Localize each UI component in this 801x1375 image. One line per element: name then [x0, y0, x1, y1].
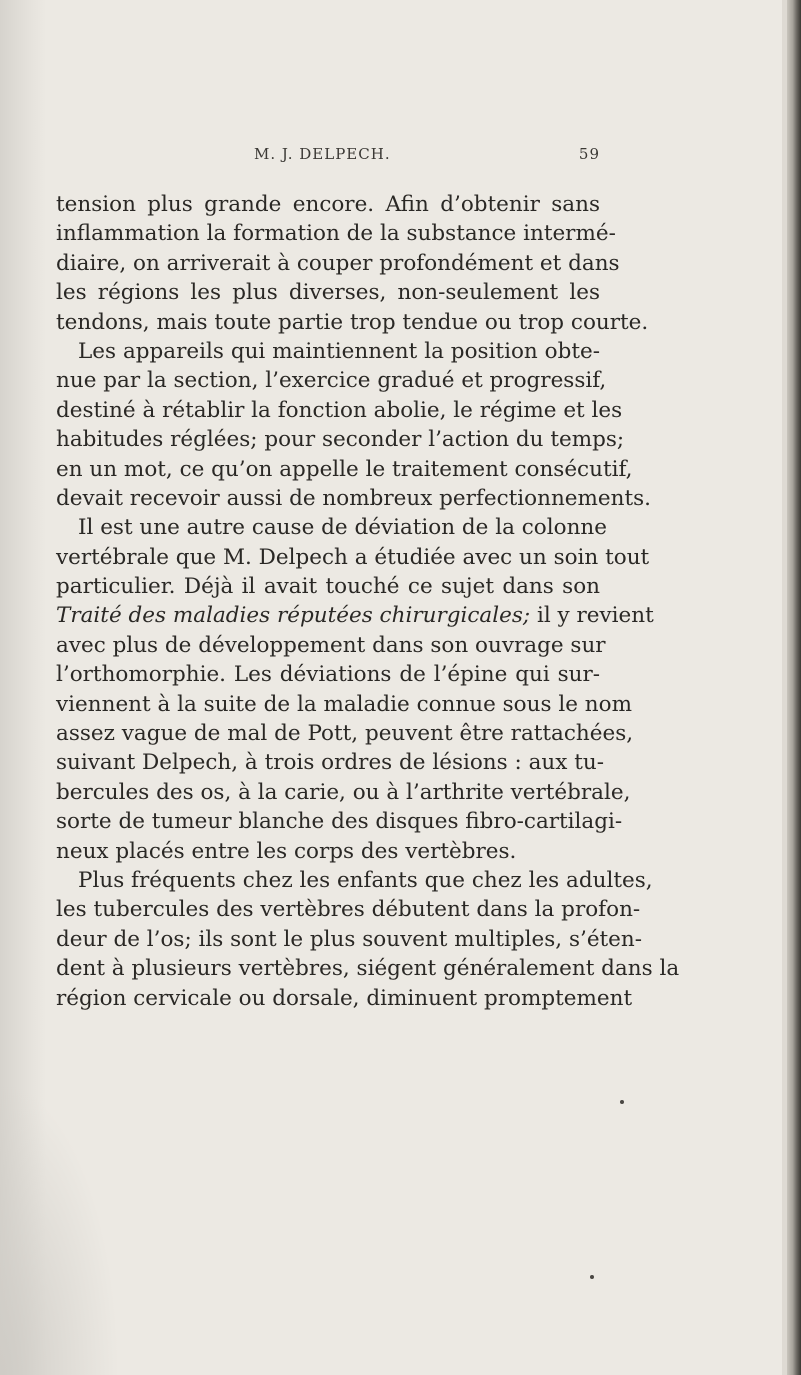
text-line: neux placés entre les corps des vertèbres. — [56, 838, 517, 864]
text-line: les régions les plus diverses, non-seulement les — [56, 280, 600, 306]
text-line: vertébrale que M. Delpech a étudiée avec un soin tout — [56, 544, 650, 570]
paper-speck — [620, 1100, 624, 1104]
text-line: particulier. Déjà il avait touché ce sujet dans son — [56, 574, 600, 600]
text-line: Plus fréquents chez les enfants que chez les adultes, — [78, 867, 653, 893]
text-line: Il est une autre cause de déviation de la colonne — [78, 515, 607, 541]
text-line: viennent à la suite de la maladie connue sous le nom — [56, 691, 632, 717]
text-line: tension plus grande encore. Afin d’obtenir sans — [56, 192, 600, 217]
text-line: Les appareils qui maintiennent la position obte- — [78, 338, 600, 364]
page-header — [56, 145, 600, 169]
running-head: M. J. DELPECH. — [254, 145, 391, 163]
page-corner-shadow — [0, 1080, 120, 1375]
text-line: devait recevoir aussi de nombreux perfectionnements. — [56, 485, 651, 511]
text-line: en un mot, ce qu’on appelle le traitement consécutif, — [56, 456, 633, 482]
page-number: 59 — [578, 145, 600, 163]
text-line: habitudes réglées; pour seconder l’action du temps; — [56, 427, 625, 453]
body-text — [56, 190, 680, 1013]
text-line: l’orthomorphie. Les déviations de l’épine qui sur- — [56, 662, 600, 688]
text-line: avec plus de développement dans son ouvrage sur — [56, 632, 606, 658]
text-line: dent à plusieurs vertèbres, siégent généralement dans la — [56, 956, 680, 982]
text-line: suivant Delpech, à trois ordres de lésions : aux tu- — [56, 750, 604, 776]
text-line: les tubercules des vertèbres débutent dans la profon- — [56, 897, 641, 923]
text-line: inflammation la formation de la substance intermé- — [56, 221, 616, 247]
paper-speck — [590, 1275, 594, 1279]
text-line: nue par la section, l’exercice gradué et progressif, — [56, 368, 607, 394]
text-line: bercules des os, à la carie, ou à l’arthrite vertébrale, — [56, 779, 631, 805]
text-line: région cervicale ou dorsale, diminuent promptement — [56, 985, 633, 1011]
text-line — [56, 601, 654, 630]
text-line: tendons, mais toute partie trop tendue ou trop courte. — [56, 309, 649, 335]
book-title-italic: Traité des maladies réputées chirurgicales; — [56, 603, 531, 629]
text-line: assez vague de mal de Pott, peuvent être rattachées, — [56, 721, 634, 747]
text-segment: il y revient — [530, 603, 654, 629]
text-line: sorte de tumeur blanche des disques fibro-cartilagi- — [56, 809, 623, 835]
text-line: diaire, on arriverait à couper profondément et dans — [56, 250, 620, 276]
text-line: destiné à rétablir la fonction abolie, le régime et les — [56, 397, 623, 423]
page-edge — [787, 0, 801, 1375]
text-line: deur de l’os; ils sont le plus souvent multiples, s’éten- — [56, 926, 643, 952]
